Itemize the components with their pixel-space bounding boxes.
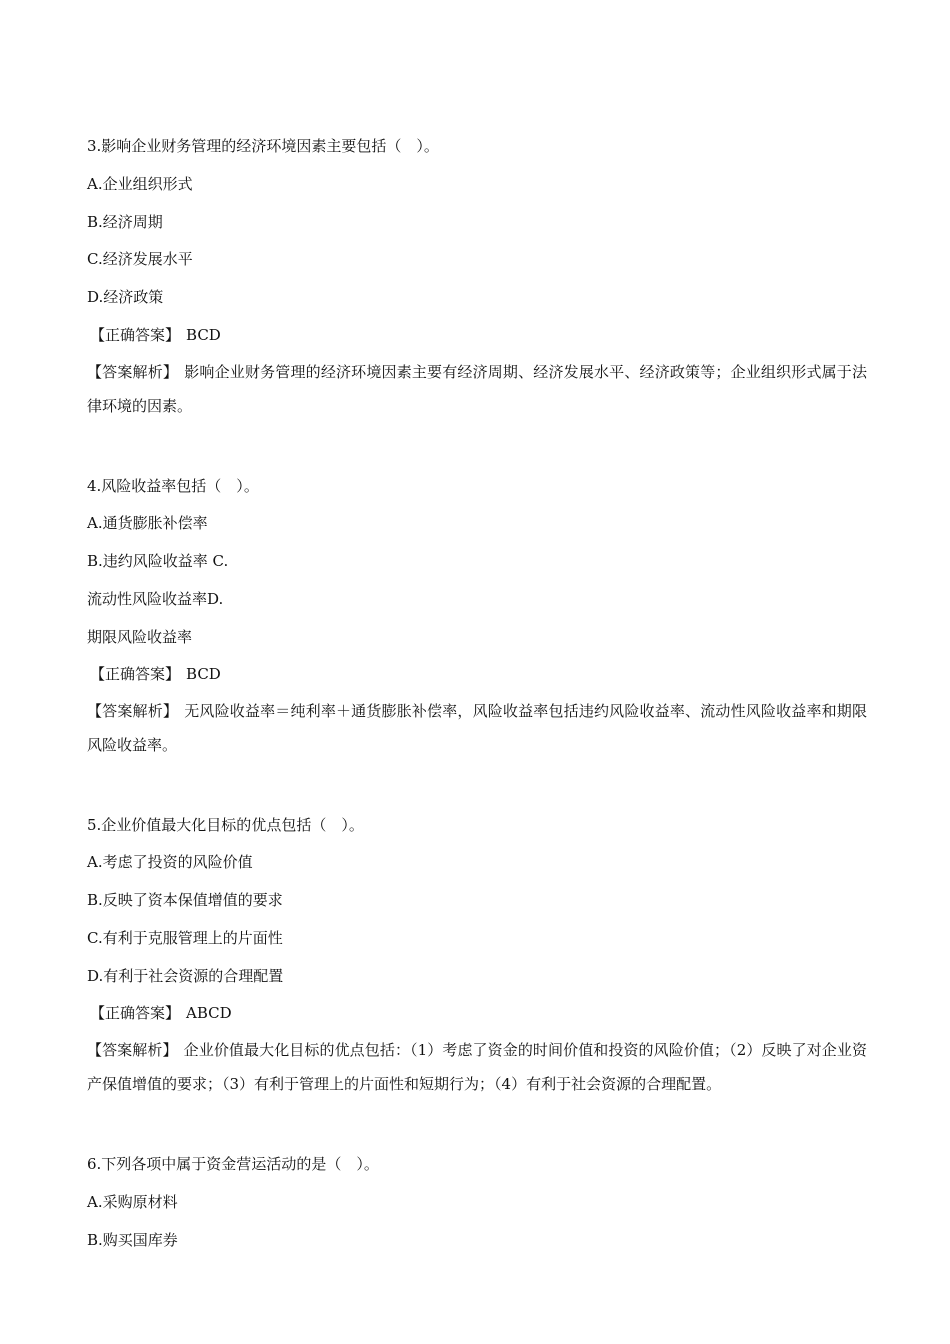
question-6-option-b: B.购买国库券 xyxy=(87,1231,178,1249)
question-5-option-a: A.考虑了投资的风险价值 xyxy=(87,853,253,871)
question-4-line-d: 期限风险收益率 xyxy=(87,628,193,646)
question-4-line-a: A.通货膨胀补偿率 xyxy=(87,514,208,532)
question-6-stem: 6.下列各项中属于资金营运活动的是（ ）。 xyxy=(87,1155,379,1173)
question-5-option-c: C.有利于克服管理上的片面性 xyxy=(87,929,283,947)
explanation-label: 【答案解析】 xyxy=(87,702,179,720)
question-3-answer xyxy=(90,325,221,345)
answer-value: BCD xyxy=(186,326,221,344)
answer-value: BCD xyxy=(186,665,221,683)
question-3-option-b: B.经济周期 xyxy=(87,213,163,231)
question-4-explanation xyxy=(87,694,867,762)
answer-label: 【正确答案】 xyxy=(90,326,181,344)
answer-value: ABCD xyxy=(186,1004,232,1022)
explanation-label: 【答案解析】 xyxy=(87,1041,178,1059)
question-5-explanation xyxy=(87,1033,867,1101)
question-3-stem: 3.影响企业财务管理的经济环境因素主要包括（ ）。 xyxy=(87,137,439,155)
answer-label: 【正确答案】 xyxy=(90,1004,181,1022)
question-3-option-d: D.经济政策 xyxy=(87,288,164,306)
answer-label: 【正确答案】 xyxy=(90,665,181,683)
question-4-line-c: 流动性风险收益率D. xyxy=(87,590,224,608)
question-4-answer xyxy=(90,664,221,684)
explanation-text: 企业价值最大化目标的优点包括：（1）考虑了资金的时间价值和投资的风险价值；（2）反映了对企业资产保值增值的要求；（3）有利于管理上的片面性和短期行为；（4）有利于社会资源的合理配置。 xyxy=(87,1041,867,1093)
question-3-option-c: C.经济发展水平 xyxy=(87,250,193,268)
question-4-line-b: B.违约风险收益率 C. xyxy=(87,552,229,570)
question-5-answer xyxy=(90,1003,232,1023)
explanation-text: 影响企业财务管理的经济环境因素主要有经济周期、经济发展水平、经济政策等；企业组织形式属于法律环境的因素。 xyxy=(87,363,867,415)
question-5-option-b: B.反映了资本保值增值的要求 xyxy=(87,891,283,909)
question-6-option-a: A.采购原材料 xyxy=(87,1193,178,1211)
question-4-stem: 4.风险收益率包括（ ）。 xyxy=(87,477,259,495)
explanation-text: 无风险收益率＝纯利率＋通货膨胀补偿率，风险收益率包括违约风险收益率、流动性风险收益率和期限风险收益率。 xyxy=(87,702,867,754)
explanation-label: 【答案解析】 xyxy=(87,363,179,381)
question-5-option-d: D.有利于社会资源的合理配置 xyxy=(87,967,284,985)
question-3-explanation xyxy=(87,355,867,423)
question-3-option-a: A.企业组织形式 xyxy=(87,175,193,193)
question-5-stem: 5.企业价值最大化目标的优点包括（ ）。 xyxy=(87,816,364,834)
